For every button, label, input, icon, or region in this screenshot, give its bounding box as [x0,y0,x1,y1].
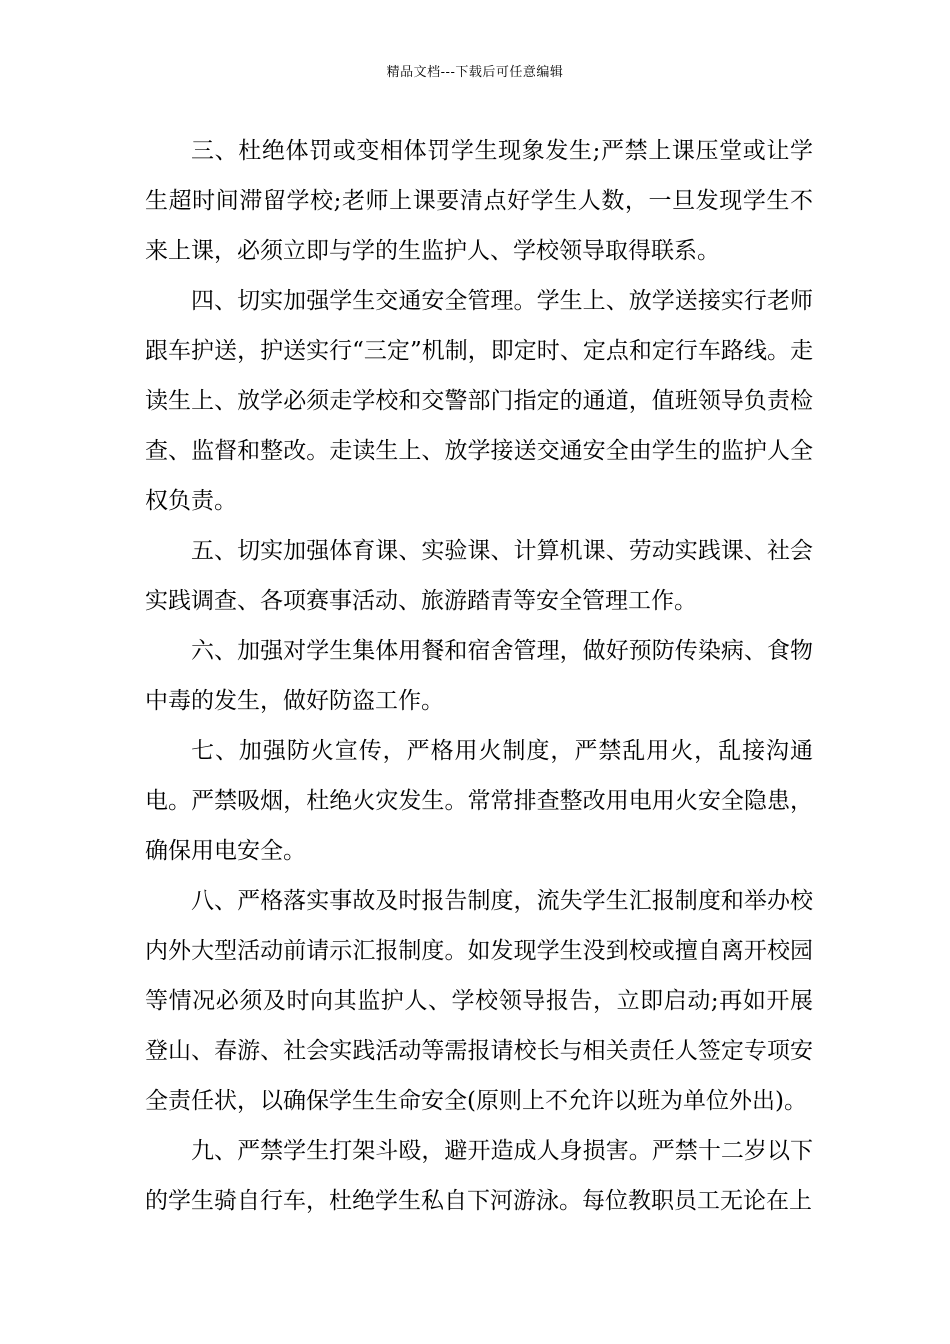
document-body [145,126,813,1226]
page-header: 精品文档---下载后可任意编辑 [386,65,564,80]
paragraph-7: 七、加强防火宣传，严格用火制度，严禁乱用火，乱接沟通电。严禁吸烟，杜绝火灾发生。常常排查整改用电用火安全隐患，确保用电安全。 [145,738,813,864]
paragraph-3: 三、杜绝体罚或变相体罚学生现象发生;严禁上课压堂或让学生超时间滞留学校;老师上课要清点好学生人数，一旦发现学生不来上课，必须立即与学的生监护人、学校领导取得联系。 [145,138,813,264]
paragraph-5: 五、切实加强体育课、实验课、计算机课、劳动实践课、社会实践调查、各项赛事活动、旅游踏青等安全管理工作。 [145,538,813,614]
paragraph-8: 八、严格落实事故及时报告制度，流失学生汇报制度和举办校内外大型活动前请示汇报制度。如发现学生没到校或擅自离开校园等情况必须及时向其监护人、学校领导报告，立即启动;再如开展登山、春游、社会实践活动等需报请校长与相关责任人签定专项安全责任状，以确保学生生命安全(原则上不允许以班为单位外出)。 [145,888,813,1114]
paragraph-6: 六、加强对学生集体用餐和宿舍管理，做好预防传染病、食物中毒的发生，做好防盗工作。 [145,638,813,714]
paragraph-9: 九、严禁学生打架斗殴，避开造成人身损害。严禁十二岁以下的学生骑自行车，杜绝学生私自下河游泳。每位教职员工无论在上 [145,1138,813,1214]
paragraph-4: 四、切实加强学生交通安全管理。学生上、放学送接实行老师跟车护送，护送实行“三定”机制，即定时、定点和定行车路线。走读生上、放学必须走学校和交警部门指定的通道，值班领导负责检查、监督和整改。走读生上、放学接送交通安全由学生的监护人全权负责。 [145,288,813,514]
